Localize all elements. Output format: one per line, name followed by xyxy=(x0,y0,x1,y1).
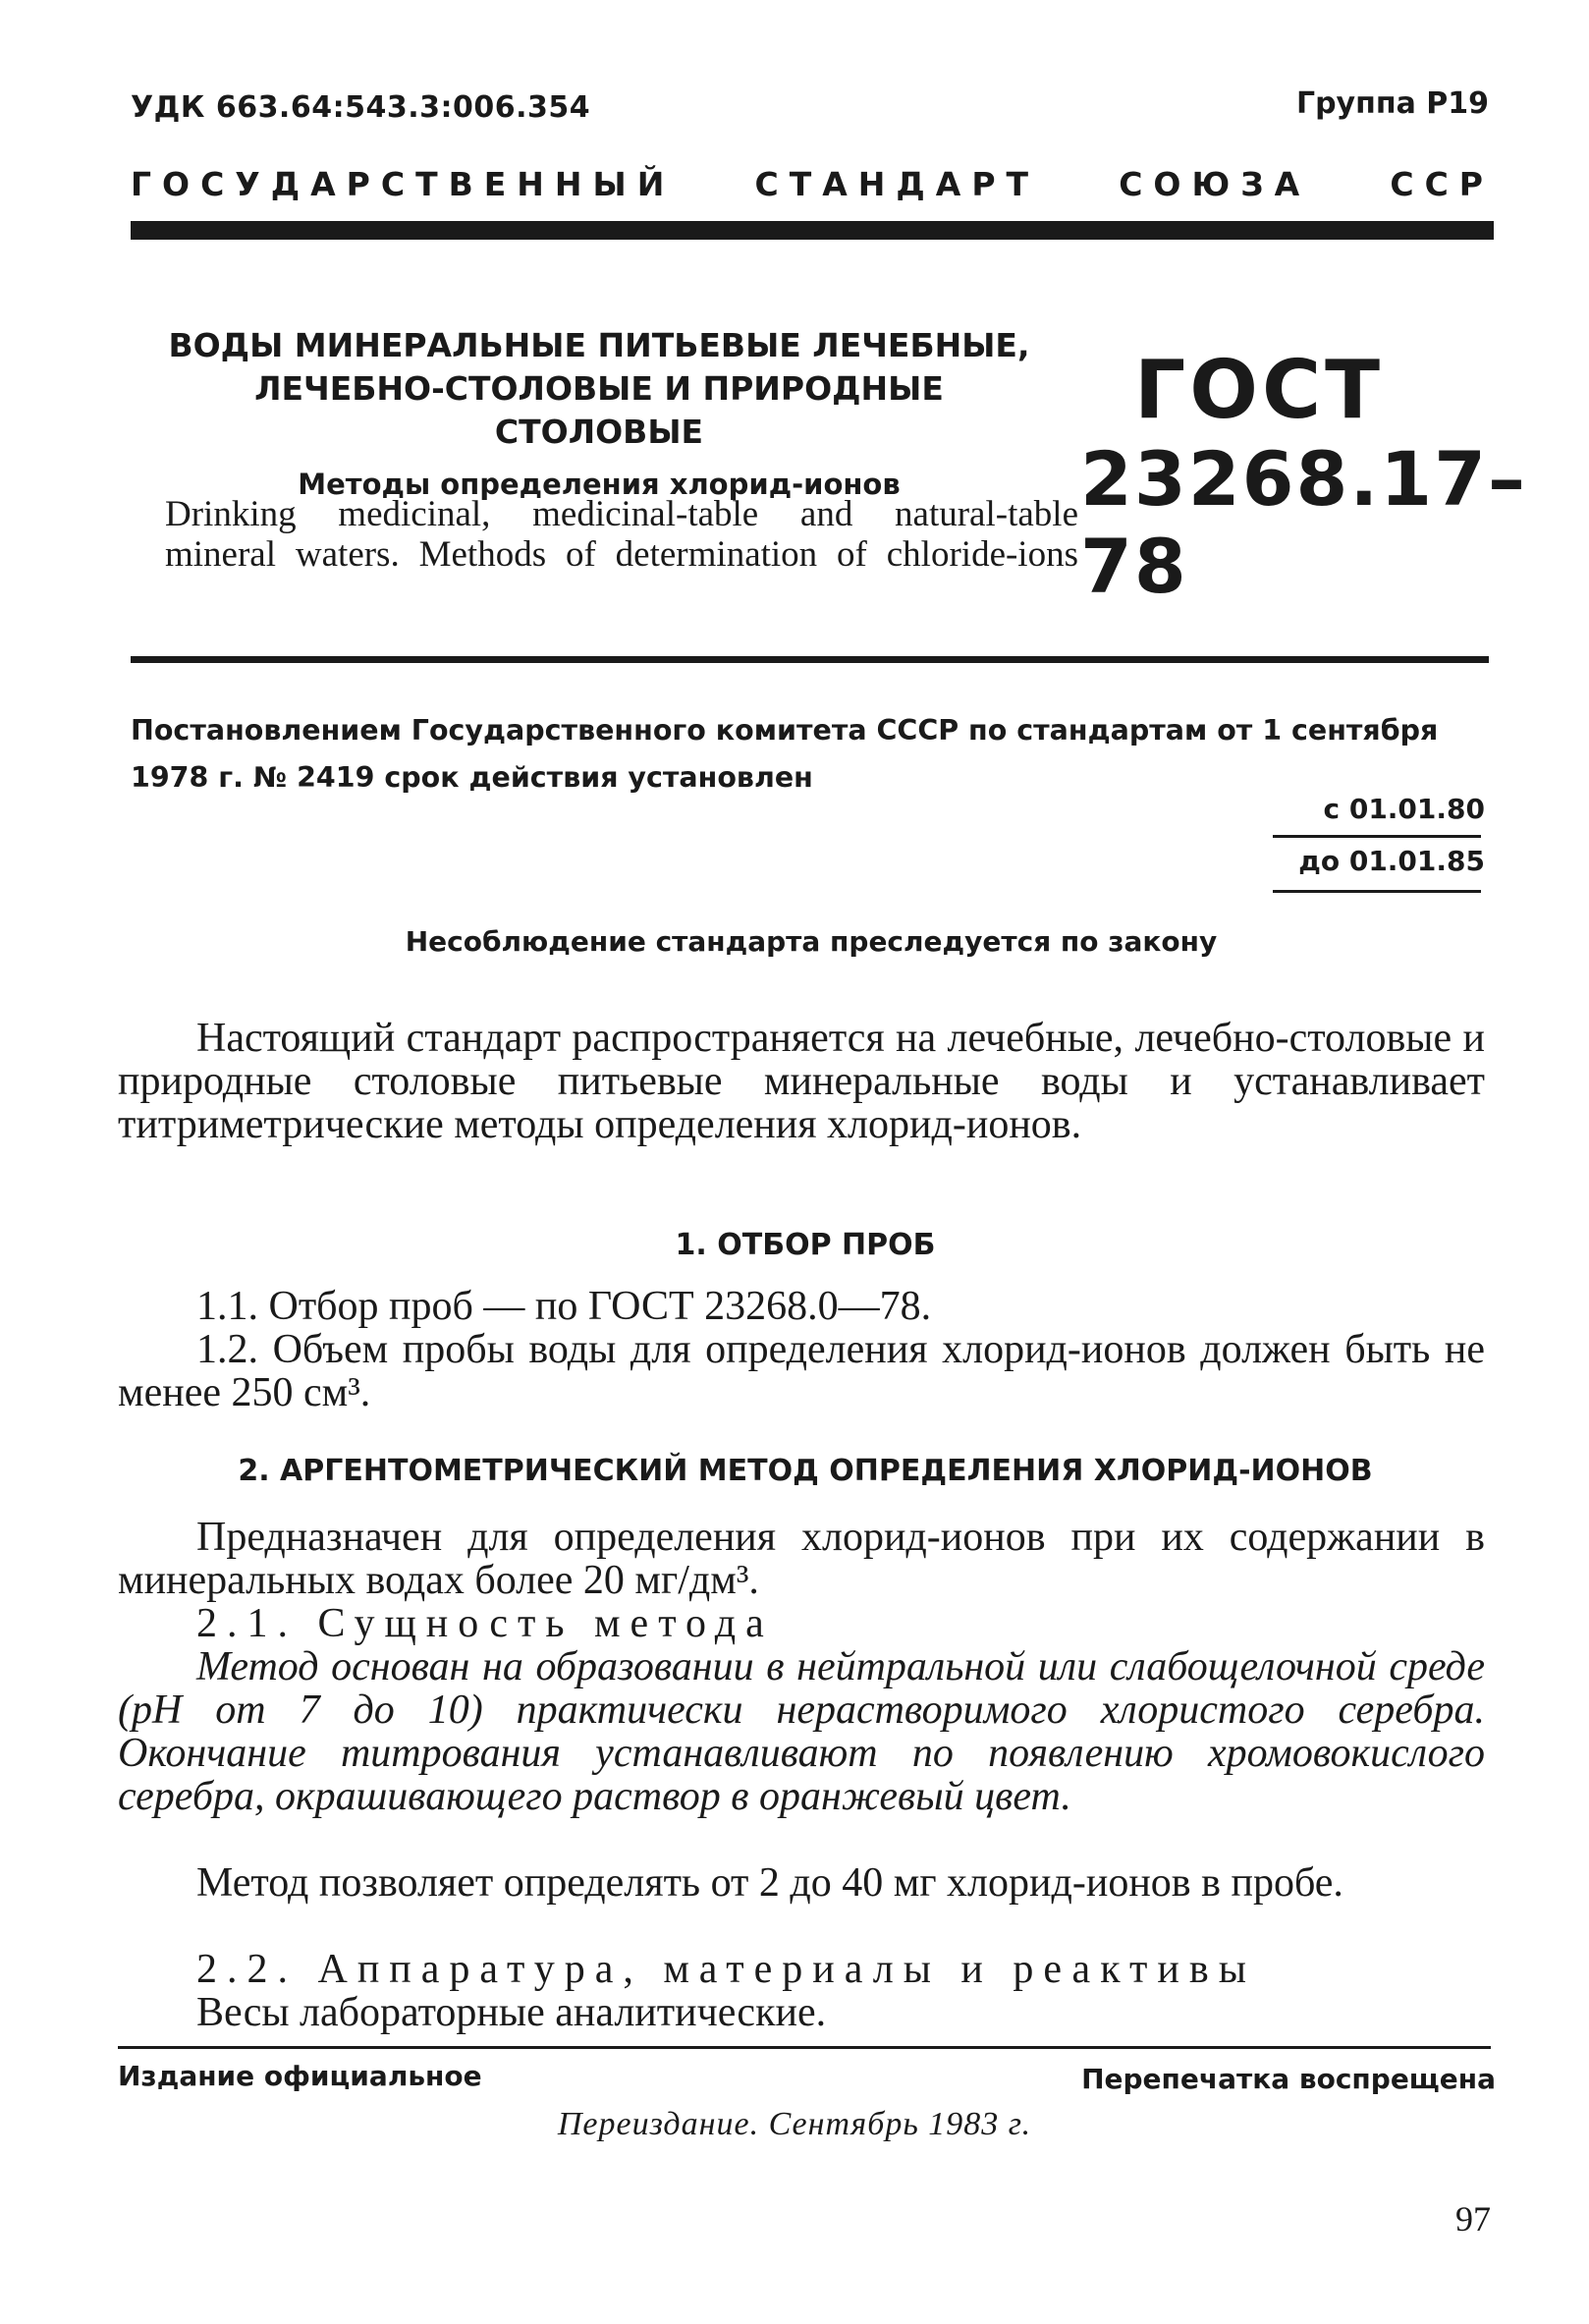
date-rule-1 xyxy=(1273,835,1481,838)
udk-code: УДК 663.64:543.3:006.354 xyxy=(131,90,591,125)
reprint-notice: Перепечатка воспрещена xyxy=(1081,2063,1496,2095)
section-2-heading: 2. АРГЕНТОМЕТРИЧЕСКИЙ МЕТОД ОПРЕДЕЛЕНИЯ ХЛОРИД-ИОНОВ xyxy=(238,1454,1373,1488)
decree-line-1: Постановлением Государственного комитета СССР по стандартам от 1 сентября xyxy=(131,714,1439,747)
gost-number: 23268.17–78 xyxy=(1080,435,1528,610)
decree-text xyxy=(131,707,1492,802)
title-line-2: ЛЕЧЕБНО-СТОЛОВЫЕ И ПРИРОДНЫЕ СТОЛОВЫЕ xyxy=(254,369,944,451)
section-1-heading: 1. ОТБОР ПРОБ xyxy=(675,1228,936,1262)
clause-2-2-item: Весы лабораторные аналитические. xyxy=(196,1990,827,2035)
title-rule xyxy=(131,656,1489,663)
clause-2-1-title: 2.1. Сущность метода xyxy=(196,1601,774,1646)
banner-word-1: ГОСУДАРСТВЕННЫЙ xyxy=(131,165,676,203)
date-rule-2 xyxy=(1273,890,1481,893)
decree-line-2: 1978 г. № 2419 срок действия установлен xyxy=(131,761,813,794)
header-rule xyxy=(131,221,1494,240)
section-2-intro: Предназначен для определения хлорид-ионов при их содержании в минеральных водах более 20 мг/дм³. xyxy=(118,1515,1485,1603)
intro-paragraph: Настоящий стандарт распространяется на лечебные, лечебно-столовые и природные столовые питьевые минеральные воды и устанавливает титриметрические методы определения хлорид-ионов. xyxy=(118,1016,1485,1147)
violation-notice: Несоблюдение стандарта преследуется по закону xyxy=(405,925,1218,958)
document-title xyxy=(157,324,1041,501)
title-subtitle: Методы определения хлорид-ионов xyxy=(298,468,901,501)
banner-word-2: СТАНДАРТ xyxy=(754,165,1040,203)
group-code: Группа Р19 xyxy=(1295,86,1489,121)
clause-1-1: 1.1. Отбор проб — по ГОСТ 23268.0—78. xyxy=(196,1284,932,1329)
valid-from-date: с 01.01.80 xyxy=(1323,793,1485,825)
title-line-1: ВОДЫ МИНЕРАЛЬНЫЕ ПИТЬЕВЫЕ ЛЕЧЕБНЫЕ, xyxy=(168,326,1030,364)
gost-label: ГОСТ xyxy=(1134,344,1385,437)
banner-word-4: ССР xyxy=(1390,165,1494,203)
english-title-line-2: mineral waters. Methods of determination of chloride-ions xyxy=(165,534,1078,575)
valid-to-date: до 01.01.85 xyxy=(1298,845,1485,877)
clause-2-1-text: Метод основан на образовании в нейтральной или слабощелочной среде (рН от 7 до 10) практически нерастворимого хлористого серебра. Окончание титрования устанавливают по появлению хромовокислого серебра, окрашивающего раствор в оранжевый цвет. xyxy=(118,1644,1485,1819)
footer-rule xyxy=(118,2046,1491,2049)
clause-2-2-title: 2.2. Аппаратура, материалы и реактивы xyxy=(196,1947,1256,1992)
clause-1-2: 1.2. Объем пробы воды для определения хлорид-ионов должен быть не менее 250 см³. xyxy=(118,1327,1485,1415)
edition-label: Издание официальное xyxy=(118,2060,482,2092)
clause-2-1-range: Метод позволяет определять от 2 до 40 мг хлорид-ионов в пробе. xyxy=(196,1860,1343,1906)
banner-word-3: СОЮЗА xyxy=(1119,165,1311,203)
english-title xyxy=(165,494,1078,575)
english-title-line-1: Drinking medicinal, medicinal-table and natural-table xyxy=(165,494,1078,534)
page-number: 97 xyxy=(1455,2199,1491,2239)
state-standard-banner xyxy=(131,165,1494,203)
reedition-note: Переиздание. Сентябрь 1983 г. xyxy=(557,2106,1032,2142)
